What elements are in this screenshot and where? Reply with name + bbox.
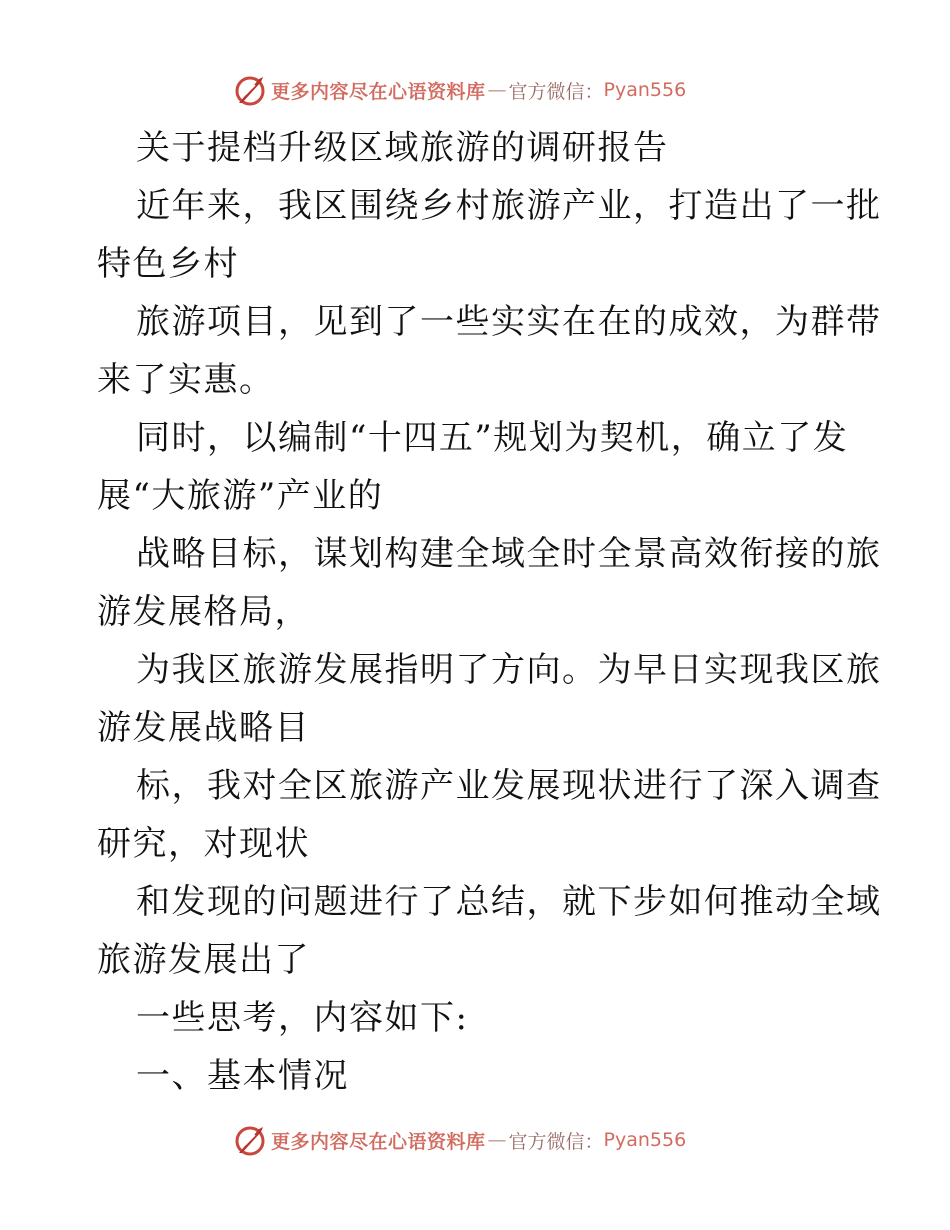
paragraph-line: 展“大旅游”产业的: [97, 476, 384, 516]
paragraph-line: 游发展格局，: [97, 592, 310, 632]
watermark-wechat-label: 官方微信：: [508, 1130, 604, 1153]
watermark-brand: 更多内容尽在心语资料库: [271, 1130, 486, 1153]
quill-pen-logo-icon: [233, 1123, 267, 1157]
footer-watermark: [233, 1122, 713, 1158]
paragraph-line: 近年来，我区围绕乡村旅游产业，打造出了一批: [136, 186, 882, 226]
watermark-wechat-id: Pyan556: [603, 1129, 687, 1151]
watermark-separator: —: [487, 1129, 507, 1151]
paragraph-line: 研究，对现状: [97, 824, 310, 864]
paragraph-line: 同时，以编制“十四五”规划为契机，确立了发: [136, 418, 849, 458]
paragraph-line: 战略目标，谋划构建全域全时全景高效衔接的旅: [136, 534, 882, 574]
paragraph-line: 旅游项目，见到了一些实实在在的成效，为群带: [136, 302, 882, 342]
paragraph-line: 旅游发展出了: [97, 940, 310, 980]
section-heading: 一、基本情况: [136, 1056, 349, 1096]
watermark-separator: —: [487, 79, 507, 101]
header-watermark: [233, 72, 713, 108]
paragraph-line: 和发现的问题进行了总结，就下步如何推动全域: [136, 882, 882, 922]
watermark-wechat-id: Pyan556: [603, 79, 687, 101]
watermark-brand: 更多内容尽在心语资料库: [271, 80, 486, 103]
paragraph-line: 来了实惠。: [97, 360, 275, 400]
paragraph-line: 一些思考，内容如下:: [136, 998, 469, 1038]
paragraph-line: 为我区旅游发展指明了方向。为早日实现我区旅: [136, 650, 882, 690]
paragraph-line: 标，我对全区旅游产业发展现状进行了深入调查: [136, 766, 882, 806]
paragraph-line: 特色乡村: [97, 244, 239, 284]
quill-pen-logo-icon: [233, 73, 267, 107]
watermark-wechat-label: 官方微信：: [508, 80, 604, 103]
document-title: 关于提档升级区域旅游的调研报告: [136, 128, 669, 168]
paragraph-line: 游发展战略目: [97, 708, 310, 748]
